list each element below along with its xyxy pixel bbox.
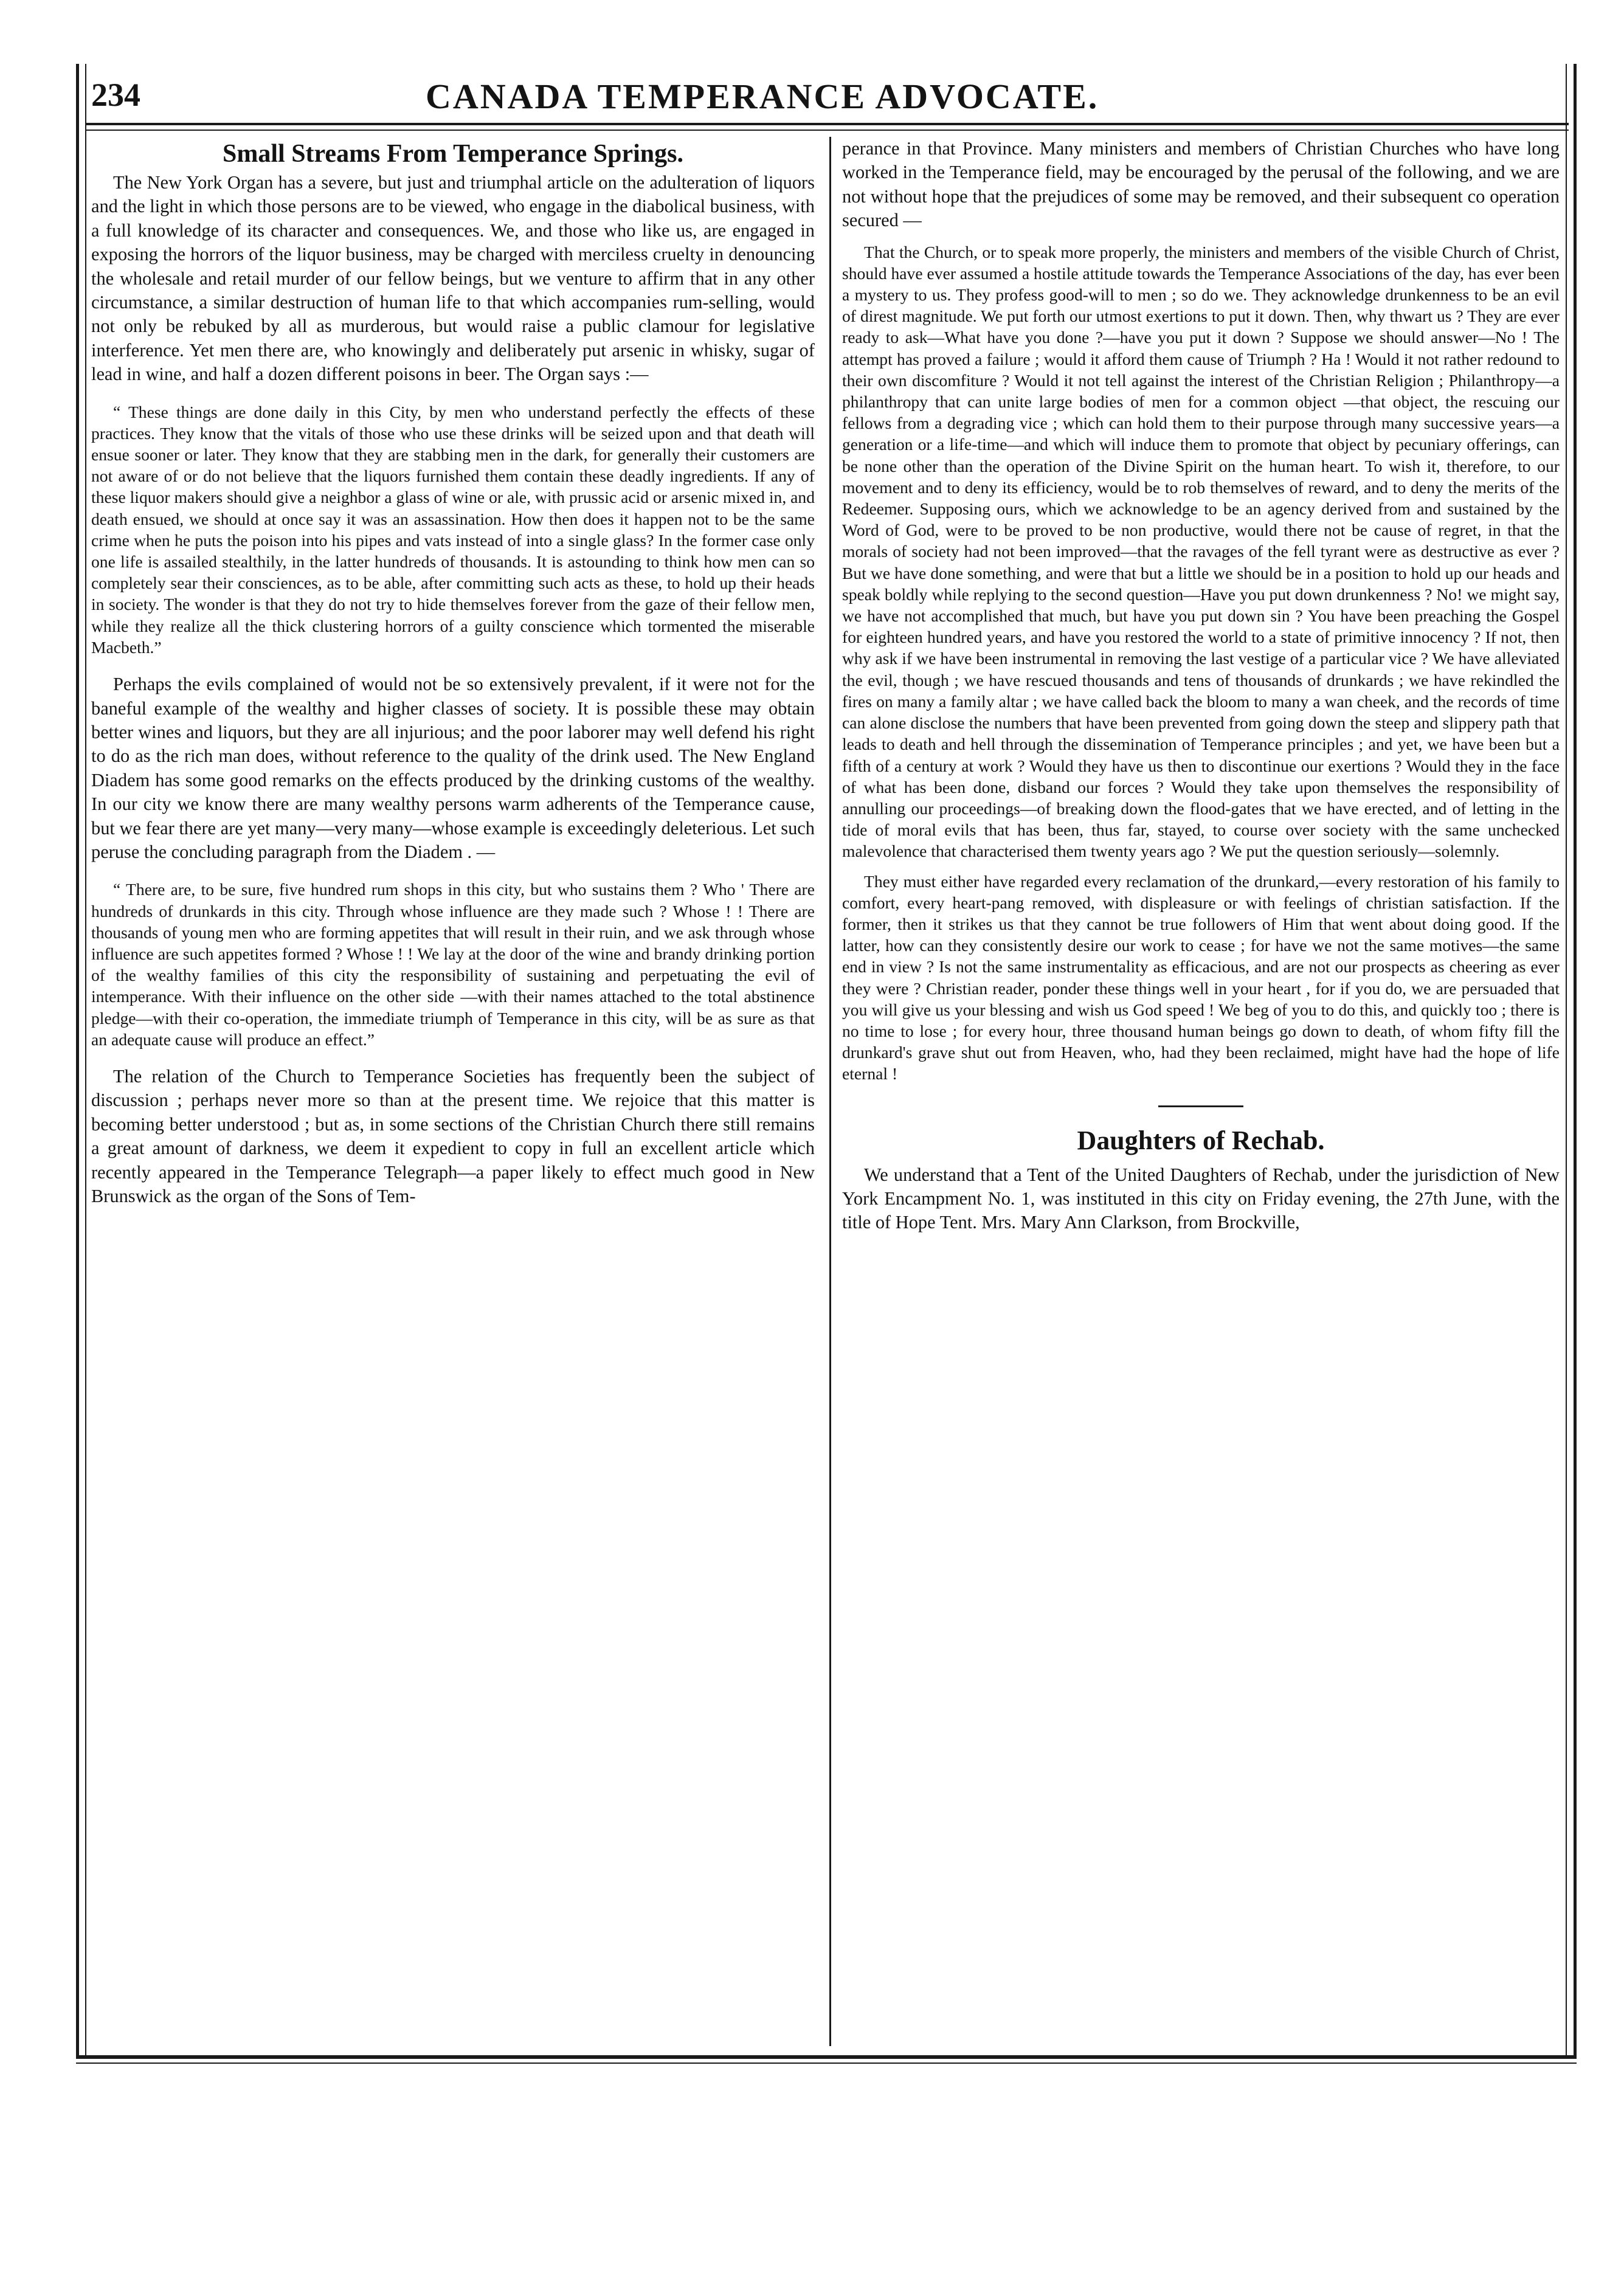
right-border-rule bbox=[1574, 64, 1577, 2055]
masthead-title: CANADA TEMPERANCE ADVOCATE. bbox=[426, 77, 1099, 116]
paragraph: We understand that a Tent of the United Daughters of Rechab, under the jurisdiction of New York Encampment No. 1, was instituted in this city on Friday evening, the 27th June, with the title of Hope Tent. Mrs. Mary Ann Clarkson, from Brockville, bbox=[842, 1164, 1560, 1233]
header-rule bbox=[85, 123, 1569, 125]
paragraph: Perhaps the evils complained of would not be so extensively prevalent, if it were not for the baneful example of the wealthy and higher classes of society. It is possible these may obtain better wines and liquors, but they are all injurious; and the poor laborer may well defend his right to do as the rich man does, without reference to the quality of the drink used. The New England Diadem has some good remarks on the effects produced by the drinking customs of the wealthy. In our city we know there are many wealthy persons warm adherents of the Temperance cause, but we fear there are yet many—very many—whose example is exceedingly deleterious. Let such peruse the concluding paragraph from the Diadem . — bbox=[91, 674, 815, 862]
paragraph: perance in that Province. Many ministers and members of Christian Churches who have long worked in the Temperance field, may be encouraged by the perusal of the following, and we are not without hope that the prejudices of some may be removed, and their subsequent co operation secured — bbox=[842, 138, 1560, 231]
left-border-rule bbox=[76, 64, 79, 2055]
right-column bbox=[842, 137, 1560, 1235]
footer-rule bbox=[76, 2055, 1577, 2059]
header-rule-thin bbox=[85, 130, 1569, 131]
quotation: They must either have regarded every reclamation of the drunkard,—every restoration of his family to comfort, every heart-pang removed, with displeasure or with feelings of christian satisfaction. If the former, then it strikes us that they cannot be true followers of Him that went about doing good. If the latter, how can they consistently desire our work to cease ; for have we not the same motives—the same end in view ? Is not the same instrumentality as efficacious, and are not our prospects as cheering as ever they were ? Christian reader, ponder these things well in your heart , for if you do, we are persuaded that you will give us your blessing and wish us God speed ! We beg of you to do this, and quickly too ; there is no time to lose ; for every hour, three thousand human beings go down to death, of whom fifty fill the drunkard's grave shut out from Heaven, who, had they been reclaimed, might have had the hope of life eternal ! bbox=[842, 871, 1560, 1084]
column-divider bbox=[829, 137, 831, 2046]
left-inner-border-rule bbox=[85, 64, 86, 2055]
quotation: “ There are, to be sure, five hundred rum shops in this city, but who sustains them ? Who ' There are hundreds of drunkards in this city. Through whose influence are they made such ? Whose ! ! There are thousands of young men who are forming appetites that will result in their ruin, and we ask through whose influence are such appetites formed ? Whose ! ! We lay at the door of the wine and brandy drinking portion of the wealthy families of this city the responsibility of sustaining and perpetuating the evil of intemperance. With their influence on the other side —with their names attached to the total abstinence pledge—with their co-operation, the immediate triumph of Temperance in this city, will be as sure as that an adequate cause will produce an effect.” bbox=[91, 880, 815, 1049]
left-column bbox=[91, 137, 815, 1208]
right-inner-border-rule bbox=[1566, 64, 1567, 2055]
quotation: “ These things are done daily in this City, by men who understand perfectly the effects of these practices. They know that the vitals of those who use these drinks will be seized upon and that death will ensue sooner or later. They know that they are stabbing men in the dark, for generally their customers are not aware of or do not believe that the liquors furnished them contain these deadly ingredients. If any of these liquor makers should give a neighbor a glass of wine or ale, with prussic acid or arsenic mixed in, and death ensued, we should at once say it was an assassination. How then does it happen not to be the same crime when he puts the poison into his pipes and vats instead of into a single glass? In the former case only one life is assailed stealthily, in the latter hundreds of thousands. It is astounding to think how men can so completely sear their consciences, as to be able, after committing such acts as these, to hold up their heads in society. The wonder is that they do not try to hide themselves forever from the gaze of their fellow men, while they realize all the thick clustering horrors of a guilty conscience which tormented the miserable Macbeth.” bbox=[91, 402, 815, 657]
section-separator bbox=[1158, 1105, 1243, 1107]
article-heading: Small Streams From Temperance Springs. bbox=[223, 140, 683, 168]
page-number: 234 bbox=[91, 77, 140, 113]
paragraph: The New York Organ has a severe, but just and triumphal article on the adulteration of liquors and the light in which those persons are to be viewed, who engage in the diabolical business, with a full knowledge of its character and consequences. We, and those who like us, are engaged in exposing the horrors of the liquor business, may be charged with merciless cruelty in denouncing the wholesale and retail murder of our fellow beings, but we venture to affirm that in any other circumstance, a similar destruction of human life to that which accompanies rum-selling, would not only be rebuked by all as murderous, but would raise a public clamour for legislative interference. Yet men there are, who knowingly and deliberately put arsenic in whisky, sugar of lead in wine, and half a dozen different poisons in beer. The Organ says :— bbox=[91, 172, 815, 385]
article-heading: Daughters of Rechab. bbox=[1077, 1125, 1325, 1155]
paragraph: The relation of the Church to Temperance Societies has frequently been the subject of discussion ; perhaps never more so than at the present time. We rejoice that this matter is becoming better understood ; but as, in some sections of the Christian Church there still remains a great amount of darkness, we deem it expedient to copy in full an excellent article which recently appeared in the Temperance Telegraph—a paper likely to effect much good in New Brunswick as the organ of the Sons of Tem- bbox=[91, 1065, 815, 1206]
quotation: That the Church, or to speak more properly, the ministers and members of the visible Church of Christ, should have ever assumed a hostile attitude towards the Temperance Associations of the day, has ever been a mystery to us. They profess good-will to men ; so do we. They acknowledge drunkenness to be an evil of direst magnitude. We put forth our utmost exertions to put it down. Then, why thwart us ? They are ever ready to ask—What have you done ?—have you put it down ? Suppose we should answer—No ! The attempt has proved a failure ; would it afford them cause of Triumph ? Ha ! Would it not rather redound to their own discomfiture ? Would it not tell against the interest of the Christian Religion ; Philanthropy—a philanthropy that can unite large bodies of men for a common object —that object, the rescuing our fellows from a degrading vice ; which can hold them to their purpose through many successive years—a generation or a life-time—and which will induce them to promote that object by pecuniary offerings, can be none other than the operation of the Divine Spirit on the human heart. To wish it, therefore, to our movement and to deny its efficiency, would be to rob themselves of reward, and to deny the merits of the Redeemer. Supposing ours, which we acknowledge to be an agency derived from and sustained by the Word of God, were to be proved to be non productive, would there not be cause of regret, in that the morals of society had not been improved—that the ravages of the fell tyrant were as destructive as ever ? But we have done something, and were that but a little we should be in a position to hold up our heads and speak boldly while replying to the second question—Have you put down drunkenness ? No! we might say, we have not accomplished that much, but have you put down sin ? You have been preaching the Gospel for eighteen hundred years, and have you restored the world to a state of primitive innocency ? If not, then why ask if we have been instrumental in removing the last vestige of a particular vice ? We have alleviated the evil, though ; we have rescued thousands and tens of thousands of drunkards ; we have rekindled the fires on many a family altar ; we have called back the bloom to many a wan cheek, and the records of time can alone disclose the numbers that have been prevented from going down the steep and slippery path that leads to death and hell through the dissemination of Temperance principles ; and yet, we have been but a fifth of a century at work ? Would they have us then to discontinue our exertions ? Would they in the face of what has been done, disband our forces ? Would they take upon themselves the responsibility of annulling our proceedings—of breaking down the flood-gates that we have erected, and of letting in the tide of moral evils that has been, thus far, stayed, to course over society with the same unchecked malevolence that characterised them twenty years ago ? We put the question seriously—solemnly. bbox=[842, 242, 1560, 861]
footer-rule-thin bbox=[76, 2063, 1577, 2064]
